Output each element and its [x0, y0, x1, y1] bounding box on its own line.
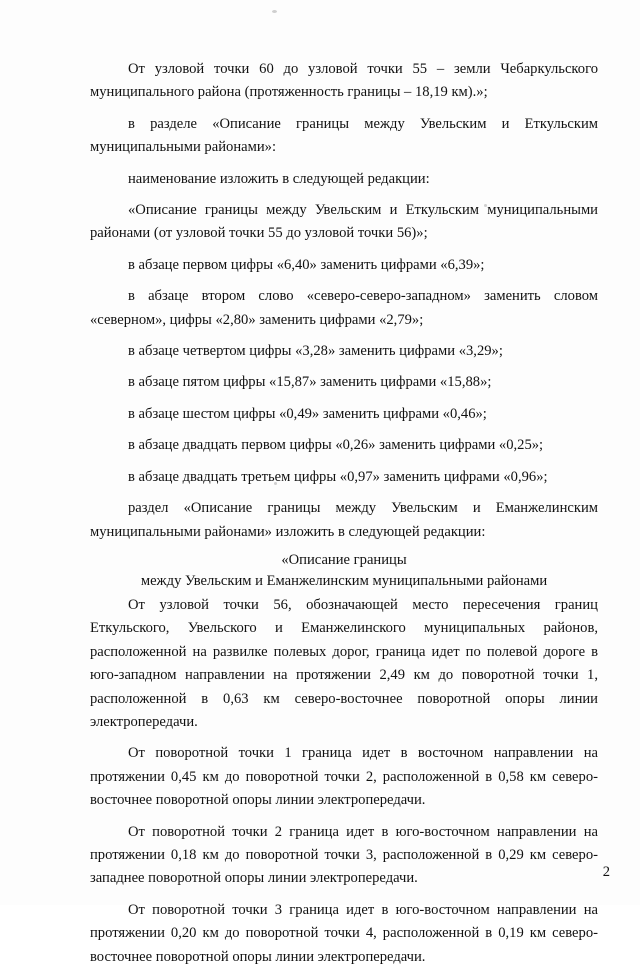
- section-heading: [90, 550, 598, 592]
- paragraph: От узловой точки 60 до узловой точки 55 – земли Чебаркульского муниципального района (протяженность границы – 18,19 км).»;: [90, 61, 598, 101]
- paragraph: в абзаце втором слово «северо-северо-западном» заменить словом «северном», цифры «2,80» заменить цифрами «2,79»;: [90, 288, 598, 328]
- body-paragraph: От поворотной точки 2 граница идет в юго-восточном направлении на протяжении 0,18 км до поворотной точки 3, расположенной в 0,29 км северо-западнее поворотной опоры линии электропередачи.: [90, 823, 598, 887]
- paragraph: в абзаце первом цифры «6,40» заменить цифрами «6,39»;: [128, 256, 485, 273]
- scan-dot: [272, 10, 277, 13]
- document-body: [90, 58, 598, 969]
- paragraph: в абзаце шестом цифры «0,49» заменить цифрами «0,46»;: [128, 405, 487, 422]
- body-paragraph: От поворотной точки 3 граница идет в юго-восточном направлении на протяжении 0,20 км до поворотной точки 4, расположенной в 0,19 км северо-восточнее поворотной опоры линии электропередачи.: [90, 901, 598, 965]
- paragraph: «Описание границы между Увельским и Еткульским муниципальными районами (от узловой точки 55 до узловой точки 56)»;: [90, 202, 598, 242]
- paragraph: в абзаце двадцать третьем цифры «0,97» заменить цифрами «0,96»;: [128, 468, 548, 485]
- section-heading-line: между Увельским и Еманжелинским муниципальными районами: [140, 572, 548, 589]
- body-paragraph: От узловой точки 56, обозначающей место пересечения границ Еткульского, Увельского и Еманжелинского муниципальных районов, расположенной на развилке полевых дорог, граница идет по полевой дороге в юго-западном направлении на протяжении 2,49 км до поворотной точки 1, расположенной в 0,63 км северо-восточнее поворотной опоры линии электропередачи.: [90, 596, 598, 730]
- paragraph: в абзаце двадцать первом цифры «0,26» заменить цифрами «0,25»;: [128, 437, 544, 454]
- section-heading-line: «Описание границы: [281, 551, 407, 568]
- paragraph: в абзаце пятом цифры «15,87» заменить цифрами «15,88»;: [128, 374, 492, 391]
- paragraph: в разделе «Описание границы между Увельским и Еткульским муниципальными районами»:: [90, 115, 598, 156]
- body-paragraph: От поворотной точки 1 граница идет в восточном направлении на протяжении 0,45 км до поворотной точки 2, расположенной в 0,58 км северо-восточнее поворотной опоры линии электропередачи.: [90, 745, 598, 809]
- paragraph: раздел «Описание границы между Увельским и Еманжелинским муниципальными районами» изложить в следующей редакции:: [90, 500, 598, 540]
- paragraph: наименование изложить в следующей редакции:: [128, 170, 430, 187]
- page-number: 2: [602, 864, 610, 880]
- paragraph: в абзаце четвертом цифры «3,28» заменить цифрами «3,29»;: [128, 343, 503, 360]
